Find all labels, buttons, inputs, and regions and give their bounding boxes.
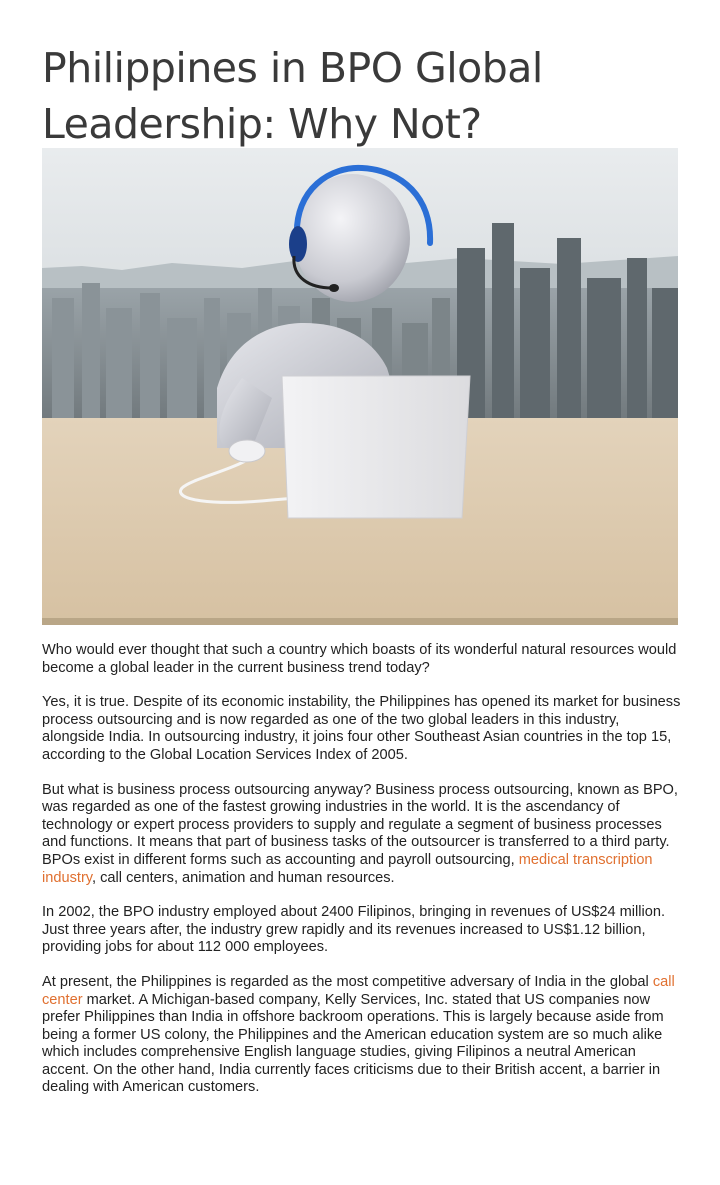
paragraph-growth: In 2002, the BPO industry employed about 2400 Filipinos, bringing in revenues of US$24 million. Just three years after, the industry grew rapidly and its revenues increased to US$1.12 billion, providing jobs for about 112 000 employees.: [42, 904, 666, 956]
page-title: Philippines in BPO Global Leadership: Why Not?: [42, 44, 543, 148]
article-body: [42, 642, 682, 1114]
hero-image: [42, 148, 678, 625]
paragraph-text: market. A Michigan-based company, Kelly Services, Inc. stated that US companies now prefer Philippines than India in offshore backroom operations. This is largely because aside from being a former US colony, the Philippines and the American education system are so much alike which includes comprehensive English language studies, giving Filipinos a neutral American accent. On the other hand, India currently faces criticisms due to their British accent, a barrier in dealing with American customers.: [42, 991, 664, 1096]
medical-transcription-link[interactable]: medical transcription industry: [42, 851, 653, 886]
call-center-figure-illustration: [42, 148, 678, 625]
call-center-link[interactable]: call center: [42, 973, 675, 1008]
paragraph-text: But what is business process outsourcing anyway? Business process outsourcing, known as BPO, was regarded as one of the fastest growing industries in the world. It is the ascendancy of technology or expert process providers to supply and regulate a segment of business processes and functions. It means that part of business tasks of the outsourcer is transferred to a third party. BPOs exist in different forms such as accounting and payroll outsourcing,: [42, 781, 678, 868]
paragraph-text: , call centers, animation and human resources.: [92, 869, 395, 886]
paragraph-text: At present, the Philippines is regarded as the most competitive adversary of India in the global: [42, 973, 653, 990]
paragraph-leaders: Yes, it is true. Despite of its economic instability, the Philippines has opened its market for business process outsourcing and is now regarded as one of the two global leaders in this industry, alongside India. In outsourcing industry, it joins four other Southeast Asian countries in the top 15, according to the Global Location Services Index of 2005.: [42, 694, 681, 763]
paragraph-intro: Who would ever thought that such a country which boasts of its wonderful natural resources would become a global leader in the current business trend today?: [42, 642, 677, 676]
paragraph-bpo-definition: [42, 782, 682, 888]
paragraph-competition: [42, 974, 682, 1097]
